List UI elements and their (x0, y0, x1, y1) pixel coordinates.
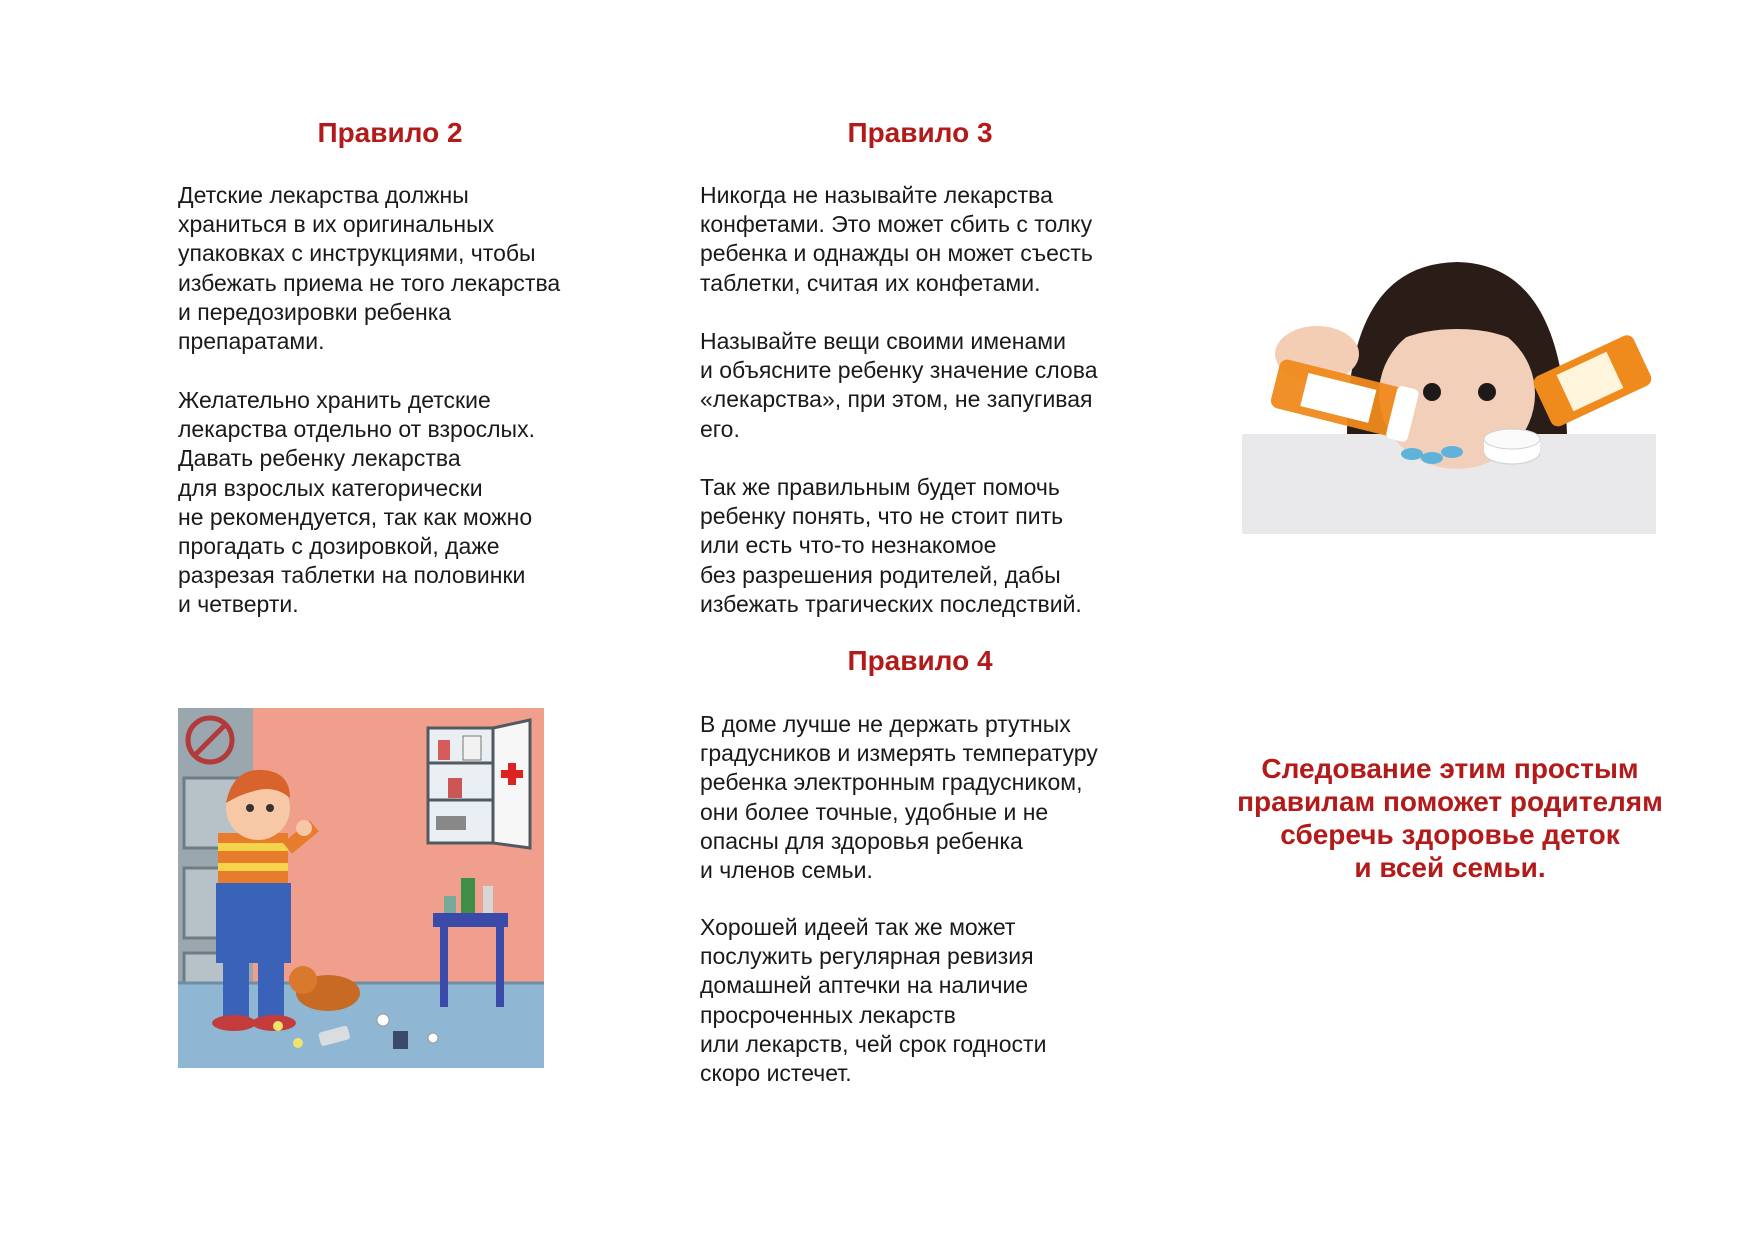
conclusion-text: Следование этим простым правилам поможет родителям сберечь здоровье деток и всей семьи. (1237, 753, 1663, 883)
rule2-title: Правило 2 (317, 117, 463, 148)
rule3-paragraph-2: Называйте вещи своими именами и объясните ребенку значение слова «лекарства», при этом, не запугивая его. (700, 328, 1098, 442)
rule3-paragraph-3: Так же правильным будет помочь ребенку понять, что не стоит пить или есть что-то незнакомое без разрешения родителей, дабы избежать трагических последствий. (700, 474, 1082, 617)
boy-illustration (178, 708, 544, 1068)
rule3-title: Правило 3 (847, 117, 993, 148)
rule2-paragraph-1: Детские лекарства должны храниться в их оригинальных упаковках с инструкциями, чтобы избежать приема не того лекарства и передозировки ребенка препаратами. (178, 182, 561, 355)
rule3-paragraph-1: Никогда не называйте лекарства конфетами. Это может сбить с толку ребенка и однажды он может съесть таблетки, считая их конфетами. (700, 182, 1093, 296)
rule4-paragraph-1: В доме лучше не держать ртутных градусников и измерять температуру ребенка электронным градусником, они более точные, удобные и не опасны для здоровья ребенка и членов семьи. (700, 711, 1098, 884)
child-photo (1242, 244, 1656, 534)
rule4-paragraph-2: Хорошей идеей так же может послужить регулярная ревизия домашней аптечки на наличие просроченных лекарств или лекарств, чей срок годности скоро истечет. (700, 914, 1047, 1087)
rule4-title: Правило 4 (847, 645, 993, 676)
rule2-paragraph-2: Желательно хранить детские лекарства отдельно от взрослых. Давать ребенку лекарства для взрослых категорически не рекомендуется, так как можно прогадать с дозировкой, даже разрезая таблетки на половинки и четверти. (178, 387, 535, 618)
